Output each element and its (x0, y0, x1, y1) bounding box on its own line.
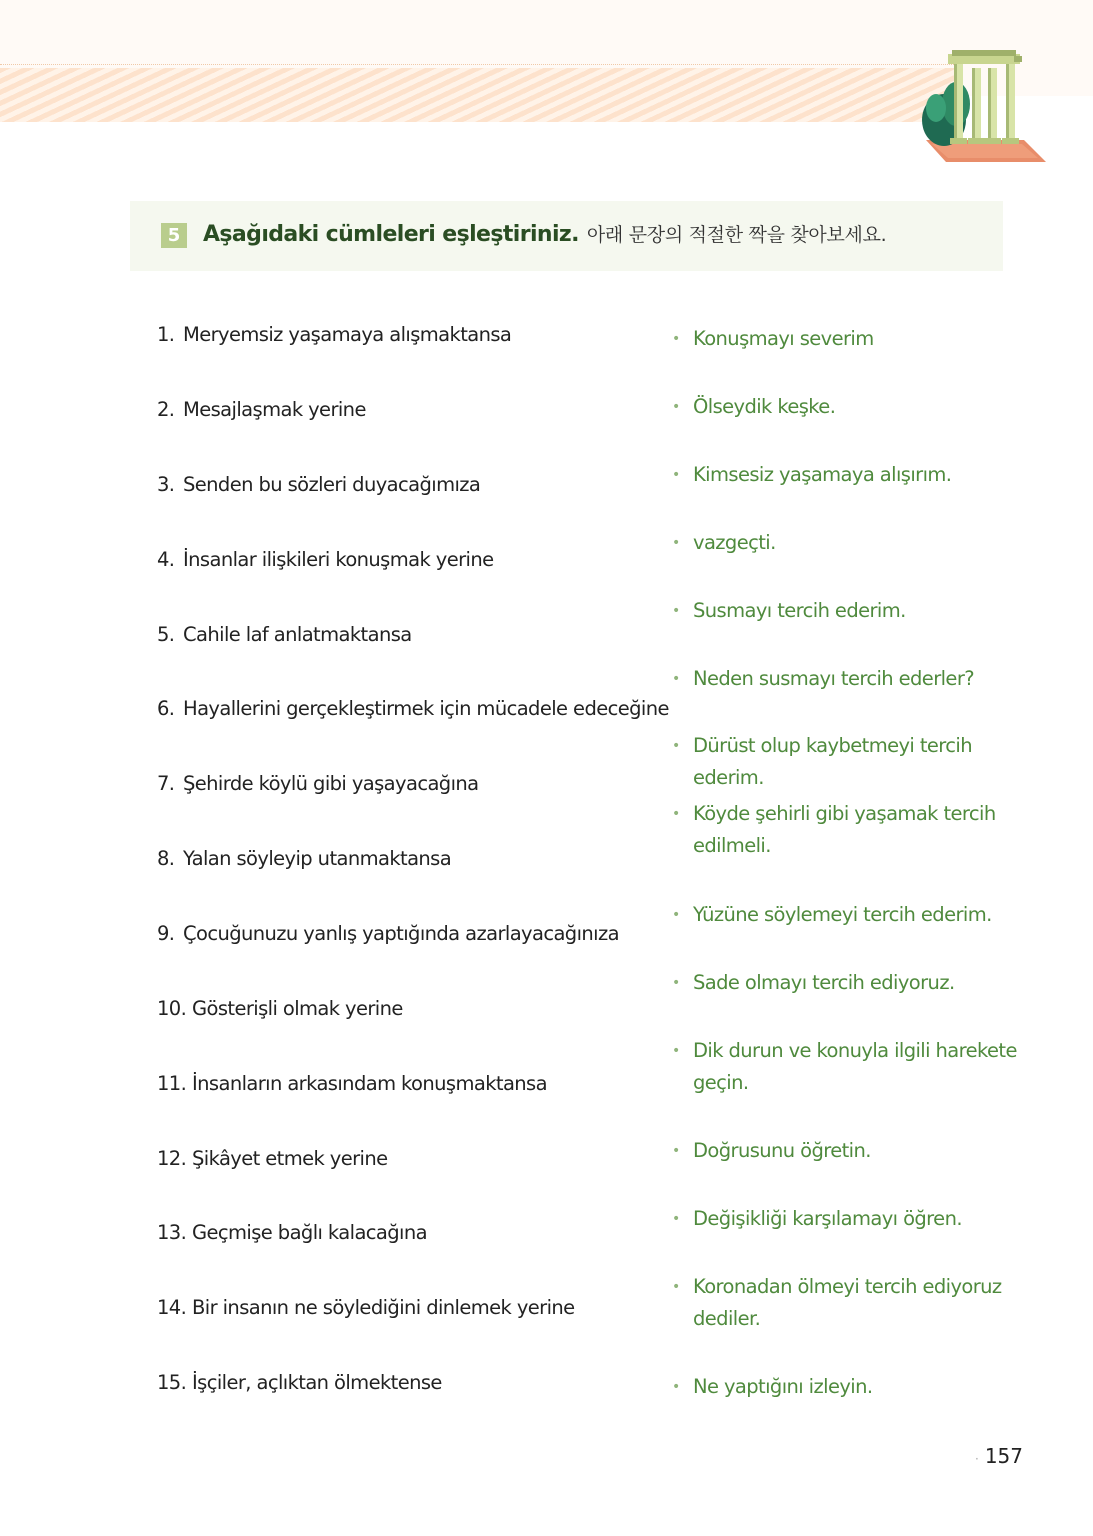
bullet-icon: • (672, 603, 680, 619)
left-item-text: Yalan söyleyip utanmaktansa (183, 847, 452, 870)
bullet-icon: • (672, 671, 680, 687)
ancient-columns-illustration (918, 48, 1050, 166)
bullet-icon: • (672, 1211, 680, 1227)
bullet-icon: • (672, 1379, 680, 1395)
left-item-text: İşçiler, açlıktan ölmektense (192, 1371, 442, 1394)
page-number-dot: · (975, 1452, 979, 1466)
right-item (672, 391, 1032, 423)
left-item-text: Hayallerini gerçekleştirmek için mücadele edeceğine (183, 697, 669, 720)
left-item (157, 772, 479, 795)
left-item-number: 7. (157, 772, 175, 795)
right-item-text: Konuşmayı severim (693, 327, 874, 350)
left-item-number: 3. (157, 473, 175, 496)
right-item-text: Kimsesiz yaşamaya alışırım. (693, 463, 952, 486)
left-item-text: Mesajlaşmak yerine (183, 398, 366, 421)
left-item (157, 847, 451, 870)
exercise-number-badge: 5 (161, 223, 187, 248)
right-item (672, 527, 1032, 559)
right-item (672, 1271, 1032, 1335)
bullet-icon: • (672, 975, 680, 991)
right-item-text: Dürüst olup kaybetmeyi tercih ederim. (693, 734, 972, 789)
right-item-text: vazgeçti. (693, 531, 776, 554)
left-item (157, 997, 403, 1020)
right-item-text: Koronadan ölmeyi tercih ediyoruz dediler. (693, 1275, 1002, 1330)
left-item-number: 15. (157, 1371, 187, 1394)
left-item-text: Cahile laf anlatmaktansa (183, 623, 412, 646)
exercise-subtitle: 아래 문장의 적절한 짝을 찾아보세요. (586, 224, 887, 246)
left-item-number: 2. (157, 398, 175, 421)
right-item (672, 798, 1032, 862)
left-item (157, 1221, 427, 1244)
bullet-icon: • (672, 1043, 680, 1059)
right-item (672, 1371, 1032, 1403)
right-item (672, 323, 1032, 355)
bullet-icon: • (672, 331, 680, 347)
left-item (157, 1072, 547, 1095)
left-item-number: 4. (157, 548, 175, 571)
left-item-number: 6. (157, 697, 175, 720)
exercise-title-text: Aşağıdaki cümleleri eşleştiriniz. (203, 222, 579, 247)
left-item (157, 1371, 442, 1394)
right-item-text: Dik durun ve konuyla ilgili harekete geçin. (693, 1039, 1017, 1094)
right-item-text: Değişikliği karşılamayı öğren. (693, 1207, 962, 1230)
right-item (672, 899, 1032, 931)
right-item (672, 459, 1032, 491)
exercise-title (203, 220, 886, 247)
left-item-text: Geçmişe bağlı kalacağına (192, 1221, 427, 1244)
right-item (672, 663, 1032, 695)
left-item-number: 5. (157, 623, 175, 646)
bullet-icon: • (672, 535, 680, 551)
left-item-text: Meryemsiz yaşamaya alışmaktansa (183, 323, 512, 346)
left-item (157, 1147, 388, 1170)
left-item (157, 548, 494, 571)
exercise-header (130, 201, 1003, 271)
left-item-number: 10. (157, 997, 187, 1020)
header-stripe (0, 68, 960, 122)
left-item-number: 9. (157, 922, 175, 945)
bullet-icon: • (672, 399, 680, 415)
header-dotted-line (0, 64, 960, 65)
left-item (157, 473, 480, 496)
left-item-text: Şehirde köylü gibi yaşayacağına (183, 772, 479, 795)
left-item (157, 398, 366, 421)
left-item-text: Çocuğunuzu yanlış yaptığında azarlayacağınıza (183, 922, 619, 945)
left-item-number: 13. (157, 1221, 187, 1244)
right-item-text: Neden susmayı tercih ederler? (693, 667, 974, 690)
right-item-text: Yüzüne söylemeyi tercih ederim. (693, 903, 992, 926)
right-item (672, 1035, 1032, 1099)
left-item-text: Şikâyet etmek yerine (192, 1147, 388, 1170)
right-item (672, 1203, 1032, 1235)
right-item (672, 967, 1032, 999)
page-number-value: 157 (984, 1444, 1024, 1468)
left-item (157, 697, 669, 720)
right-item-text: Ölseydik keşke. (693, 395, 836, 418)
left-item (157, 623, 412, 646)
page-number (975, 1444, 1023, 1468)
bullet-icon: • (672, 1279, 680, 1295)
left-item (157, 1296, 575, 1319)
bullet-icon: • (672, 467, 680, 483)
right-item-text: Sade olmayı tercih ediyoruz. (693, 971, 955, 994)
right-item-text: Doğrusunu öğretin. (693, 1139, 871, 1162)
left-item (157, 323, 511, 346)
left-item-number: 1. (157, 323, 175, 346)
left-item-text: İnsanlar ilişkileri konuşmak yerine (183, 548, 494, 571)
right-item (672, 1135, 1032, 1167)
right-item-text: Susmayı tercih ederim. (693, 599, 906, 622)
left-item-text: Bir insanın ne söylediğini dinlemek yerine (192, 1296, 575, 1319)
left-item-text: Gösterişli olmak yerine (192, 997, 403, 1020)
left-item-number: 14. (157, 1296, 187, 1319)
right-item (672, 595, 1032, 627)
right-item (672, 730, 1032, 794)
bullet-icon: • (672, 1143, 680, 1159)
left-item (157, 922, 619, 945)
left-item-number: 12. (157, 1147, 187, 1170)
left-item-text: Senden bu sözleri duyacağımıza (183, 473, 481, 496)
bullet-icon: • (672, 806, 680, 822)
bullet-icon: • (672, 738, 680, 754)
right-item-text: Köyde şehirli gibi yaşamak tercih edilmeli. (693, 802, 996, 857)
right-item-text: Ne yaptığını izleyin. (693, 1375, 873, 1398)
left-item-number: 8. (157, 847, 175, 870)
bullet-icon: • (672, 907, 680, 923)
left-item-number: 11. (157, 1072, 187, 1095)
left-item-text: İnsanların arkasındam konuşmaktansa (192, 1072, 547, 1095)
